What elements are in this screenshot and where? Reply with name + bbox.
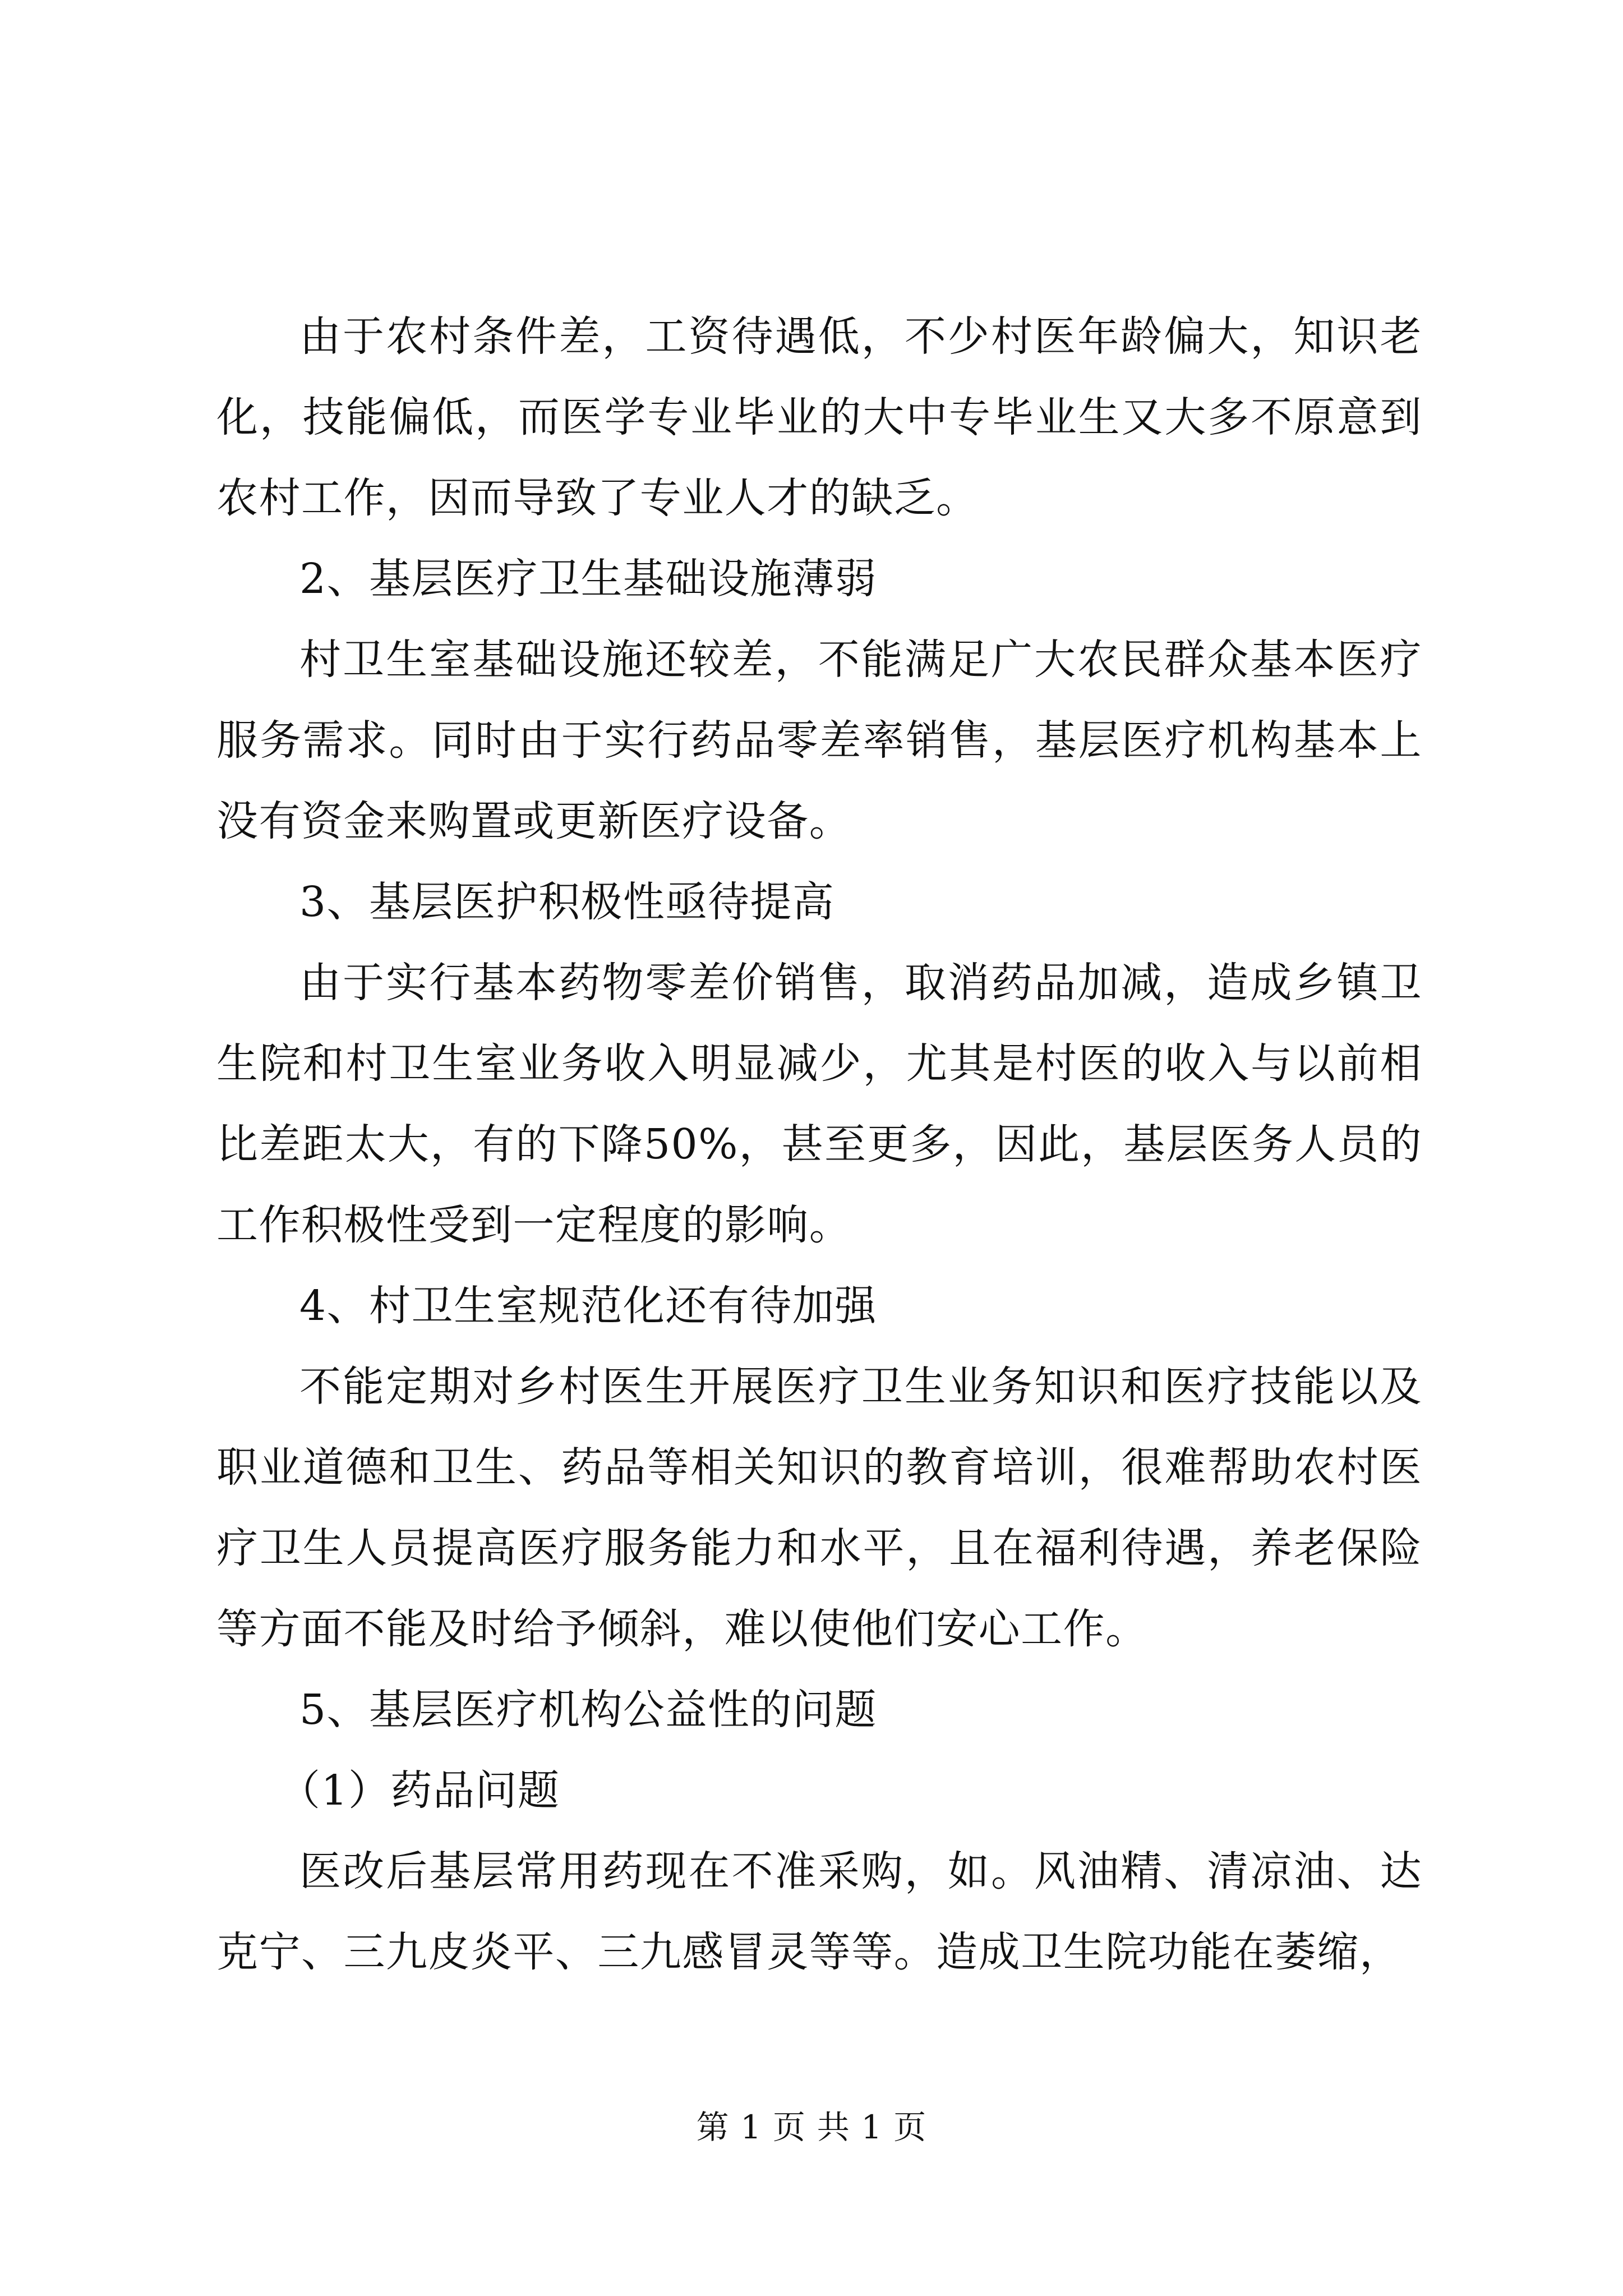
paragraph-infrastructure: 村卫生室基础设施还较差，不能满足广大农民群众基本医疗服务需求。同时由于实行药品零差率销售，基层医疗机构基本上没有资金来购置或更新医疗设备。 (216, 636, 1422, 845)
page-footer: 第 1 页 共 1 页 (696, 2108, 927, 2146)
paragraph-drug-issue: 医改后基层常用药现在不准采购，如。风油精、清凉油、达克宁、三九皮炎平、三九感冒灵等等。造成卫生院功能在萎缩， (216, 1847, 1422, 1976)
heading-motivation: 3、基层医护积极性亟待提高 (299, 878, 835, 926)
document-body (216, 296, 1422, 1993)
paragraph-motivation: 由于实行基本药物零差价销售，取消药品加减，造成乡镇卫生院和村卫生室业务收入明显减少，尤其是村医的收入与以前相比差距太大，有的下降50%，甚至更多，因此，基层医务人员的工作积极性受到一定程度的影响。 (216, 959, 1422, 1249)
heading-standardization: 4、村卫生室规范化还有待加强 (299, 1282, 877, 1330)
paragraph-standardization: 不能定期对乡村医生开展医疗卫生业务知识和医疗技能以及职业道德和卫生、药品等相关知识的教育培训，很难帮助农村医疗卫生人员提高医疗服务能力和水平，且在福利待遇，养老保险等方面不能及时给予倾斜，难以使他们安心工作。 (216, 1363, 1422, 1653)
heading-infrastructure: 2、基层医疗卫生基础设施薄弱 (299, 555, 877, 603)
heading-public-welfare: 5、基层医疗机构公益性的问题 (299, 1686, 877, 1734)
paragraph-talent-shortage: 由于农村条件差，工资待遇低，不少村医年龄偏大，知识老化，技能偏低，而医学专业毕业的大中专毕业生又大多不原意到农村工作，因而导致了专业人才的缺乏。 (216, 312, 1422, 522)
subheading-drug-issue: （1）药品问题 (279, 1766, 560, 1815)
